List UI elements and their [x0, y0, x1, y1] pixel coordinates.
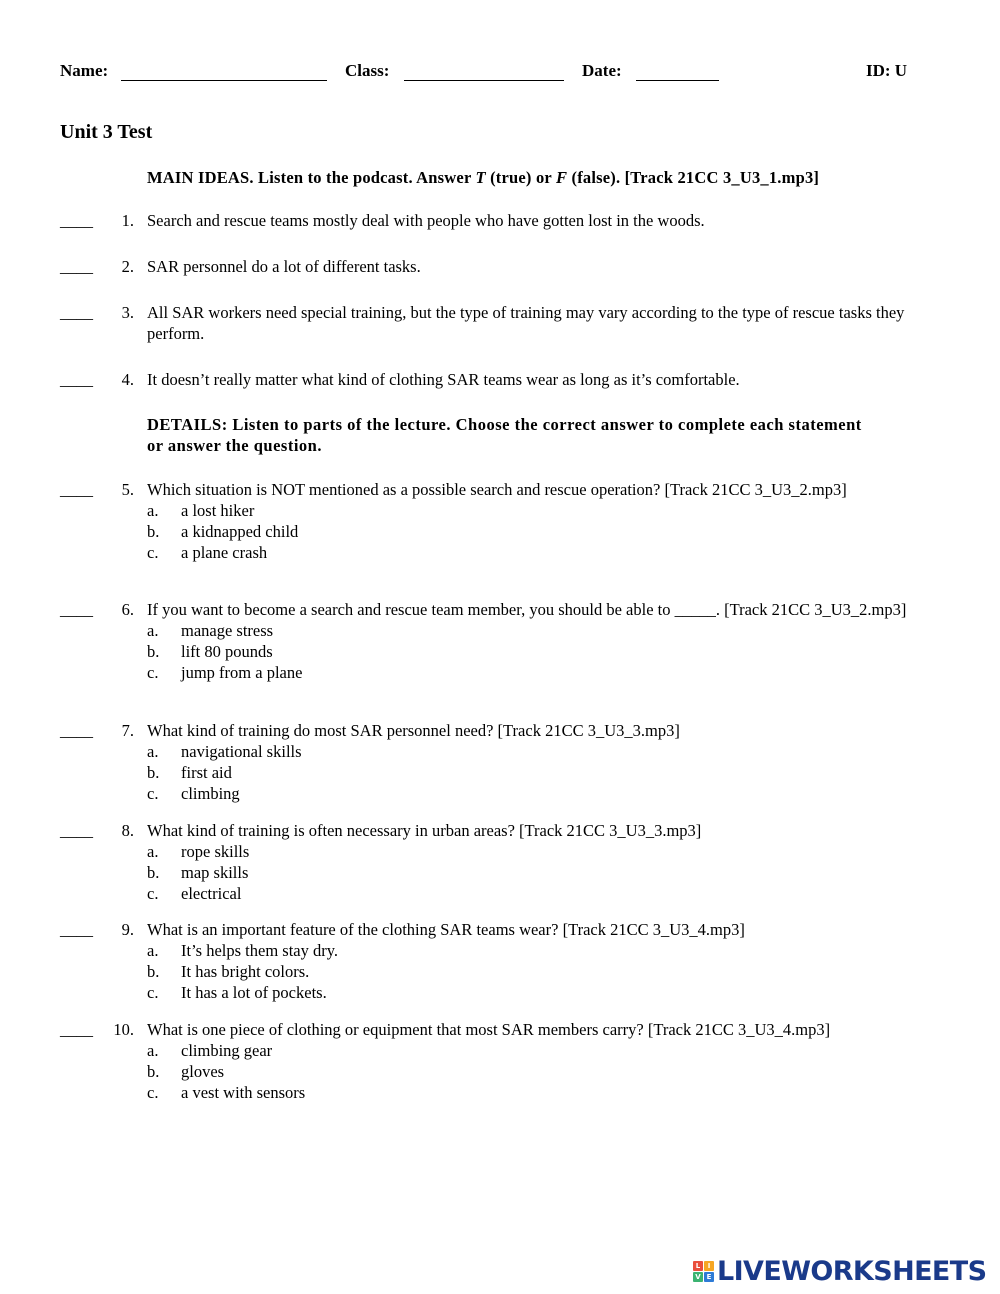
option-text: gloves [181, 1062, 225, 1081]
question-text: It doesn’t really matter what kind of clothing SAR teams wear as long as it’s comfortable. [147, 370, 740, 389]
question-text: What kind of training do most SAR personnel need? [Track 21CC 3_U3_3.mp3] [147, 721, 680, 740]
logo-mark-l: L [693, 1261, 703, 1271]
question-text: All SAR workers need special training, but the type of training may vary according to the type of rescue tasks they perform. [147, 303, 905, 343]
name-input[interactable] [121, 61, 327, 81]
option-text: first aid [181, 763, 232, 782]
question-number: 8. [121, 821, 134, 840]
option-letter: b. [147, 1062, 160, 1081]
option-text: manage stress [181, 621, 274, 640]
question-text: What is one piece of clothing or equipment that most SAR members carry? [Track 21CC 3_U3_4.mp3] [147, 1020, 831, 1039]
question-text: What is an important feature of the clothing SAR teams wear? [Track 21CC 3_U3_4.mp3] [147, 920, 745, 939]
option-text: a plane crash [181, 543, 268, 562]
name-label: Name: [60, 61, 109, 80]
question-text: If you want to become a search and rescue team member, you should be able to _____. [Track 21CC 3_U3_2.mp3] [147, 600, 907, 619]
option-text: climbing [181, 784, 240, 803]
option-a[interactable] [147, 1040, 947, 1061]
logo-mark-v: V [693, 1272, 703, 1282]
option-letter: c. [147, 784, 159, 803]
option-a[interactable] [147, 841, 937, 862]
option-b[interactable] [147, 521, 847, 542]
option-b[interactable] [147, 762, 937, 783]
option-letter: b. [147, 863, 160, 882]
option-letter: c. [147, 543, 159, 562]
question-text: What kind of training is often necessary in urban areas? [Track 21CC 3_U3_3.mp3] [147, 821, 702, 840]
logo-mark-icon [693, 1261, 714, 1282]
question-text: SAR personnel do a lot of different tasks. [147, 257, 421, 276]
option-b[interactable] [147, 641, 907, 662]
option-text: jump from a plane [181, 663, 303, 682]
answer-blank[interactable]: ____ [60, 257, 93, 276]
option-a[interactable] [147, 500, 847, 521]
answer-blank[interactable]: ____ [60, 480, 93, 499]
option-text: navigational skills [181, 742, 302, 761]
option-b[interactable] [147, 1061, 947, 1082]
option-text: rope skills [181, 842, 250, 861]
option-b[interactable] [147, 961, 937, 982]
answer-blank[interactable]: ____ [60, 600, 93, 619]
option-letter: c. [147, 983, 159, 1002]
answer-blank[interactable]: ____ [60, 303, 93, 322]
option-letter: b. [147, 642, 160, 661]
option-letter: c. [147, 1083, 159, 1102]
liveworksheets-logo[interactable] [693, 1256, 986, 1287]
question-text: Which situation is NOT mentioned as a possible search and rescue operation? [Track 21CC 3_U3_2.mp3] [147, 480, 847, 499]
option-text: lift 80 pounds [181, 642, 273, 661]
option-c[interactable] [147, 542, 847, 563]
question-number: 2. [121, 257, 134, 276]
option-letter: a. [147, 842, 159, 861]
question-text: Search and rescue teams mostly deal with people who have gotten lost in the woods. [147, 211, 705, 230]
option-c[interactable] [147, 982, 937, 1003]
question-number: 6. [121, 600, 134, 619]
option-text: a kidnapped child [181, 522, 299, 541]
section2-instructions: DETAILS: Listen to parts of the lecture. Choose the correct answer to complete each statement or answer the question. [147, 415, 862, 455]
question-number: 9. [121, 920, 134, 939]
question-number: 5. [121, 480, 134, 499]
option-letter: a. [147, 742, 159, 761]
option-a[interactable] [147, 620, 907, 641]
option-letter: b. [147, 962, 160, 981]
option-text: It has bright colors. [181, 962, 310, 981]
option-text: climbing gear [181, 1041, 273, 1060]
option-letter: a. [147, 621, 159, 640]
page-title: Unit 3 Test [60, 121, 153, 143]
option-a[interactable] [147, 940, 937, 961]
option-c[interactable] [147, 783, 937, 804]
option-letter: a. [147, 501, 159, 520]
question-number: 1. [121, 211, 134, 230]
class-label: Class: [345, 61, 390, 80]
option-text: map skills [181, 863, 249, 882]
date-label: Date: [582, 61, 622, 80]
option-text: a lost hiker [181, 501, 255, 520]
option-text: It’s helps them stay dry. [181, 941, 339, 960]
option-text: a vest with sensors [181, 1083, 306, 1102]
logo-text: LIVEWORKSHEETS [717, 1256, 987, 1287]
answer-blank[interactable]: ____ [60, 821, 93, 840]
date-input[interactable] [636, 61, 719, 81]
option-b[interactable] [147, 862, 937, 883]
option-letter: a. [147, 941, 159, 960]
question-number: 10. [113, 1020, 134, 1039]
option-c[interactable] [147, 1082, 947, 1103]
answer-blank[interactable]: ____ [60, 920, 93, 939]
option-text: It has a lot of pockets. [181, 983, 327, 1002]
option-letter: a. [147, 1041, 159, 1060]
answer-blank[interactable]: ____ [60, 721, 93, 740]
option-letter: b. [147, 522, 160, 541]
option-letter: b. [147, 763, 160, 782]
option-text: electrical [181, 884, 242, 903]
answer-blank[interactable]: ____ [60, 370, 93, 389]
option-c[interactable] [147, 662, 907, 683]
option-c[interactable] [147, 883, 937, 904]
option-a[interactable] [147, 741, 937, 762]
logo-mark-i: I [704, 1261, 714, 1271]
option-letter: c. [147, 663, 159, 682]
question-number: 4. [121, 370, 134, 389]
option-letter: c. [147, 884, 159, 903]
section1-instructions: MAIN IDEAS. Listen to the podcast. Answer T (true) or F (false). [Track 21CC 3_U3_1.mp3] [147, 168, 820, 187]
question-number: 7. [121, 721, 134, 740]
logo-mark-e: E [704, 1272, 714, 1282]
question-number: 3. [121, 303, 134, 322]
id-label: ID: U [866, 61, 908, 80]
answer-blank[interactable]: ____ [60, 1020, 93, 1039]
class-input[interactable] [404, 61, 564, 81]
answer-blank[interactable]: ____ [60, 211, 93, 230]
